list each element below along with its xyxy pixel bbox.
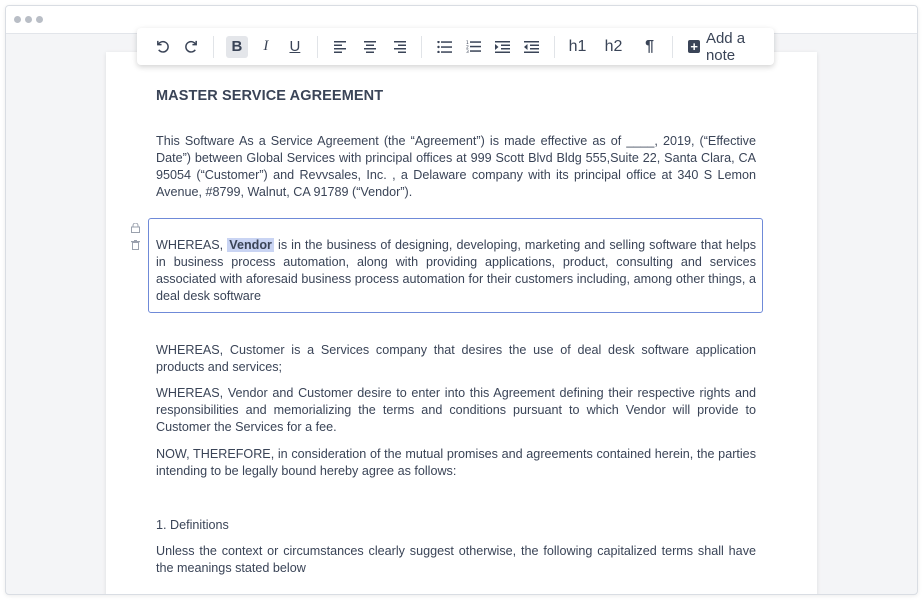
align-left-icon bbox=[334, 41, 348, 53]
align-left-button[interactable] bbox=[330, 36, 352, 58]
bulleted-list-icon bbox=[437, 41, 452, 53]
underline-button[interactable]: U bbox=[289, 38, 301, 55]
therefore-paragraph[interactable] bbox=[156, 446, 756, 480]
clause-text: NOW, THEREFORE, in consideration of the mutual promises and agreements contained herein, the parties intending to be legally bound hereby agree as follows: bbox=[156, 447, 756, 478]
toolbar-divider bbox=[554, 36, 555, 58]
document-title: MASTER SERVICE AGREEMENT bbox=[156, 88, 384, 104]
toolbar-divider bbox=[421, 36, 422, 58]
outdent-icon bbox=[524, 41, 539, 53]
whereas-customer-paragraph[interactable] bbox=[156, 342, 756, 376]
toolbar-divider bbox=[672, 36, 673, 58]
svg-text:2: 2 bbox=[466, 45, 470, 51]
clause-text: Unless the context or circumstances clearly suggest otherwise, the following capitalized terms shall have the meanings stated below bbox=[156, 544, 756, 575]
plus-icon: + bbox=[690, 39, 698, 54]
undo-icon bbox=[155, 39, 170, 54]
window-dot bbox=[36, 16, 43, 23]
definitions-paragraph[interactable] bbox=[156, 543, 756, 577]
lock-icon[interactable] bbox=[131, 223, 140, 236]
redo-button[interactable] bbox=[180, 36, 202, 58]
align-center-icon bbox=[363, 41, 377, 53]
whereas-agreement-paragraph[interactable] bbox=[156, 385, 756, 436]
align-right-button[interactable] bbox=[388, 36, 410, 58]
heading-1-button[interactable]: h1 bbox=[568, 37, 587, 55]
svg-text:3: 3 bbox=[466, 50, 470, 53]
highlighted-text[interactable]: Vendor bbox=[229, 238, 272, 252]
toolbar-divider bbox=[317, 36, 318, 58]
indent-button[interactable] bbox=[492, 36, 514, 58]
clause-prefix: WHEREAS, bbox=[156, 238, 228, 252]
clause-text: WHEREAS, Vendor and Customer desire to enter into this Agreement defining their respective rights and responsibilities and memorializing the terms and conditions pursuant to which Vendor will provide to Customer the Services for a fee. bbox=[156, 386, 756, 434]
trash-icon[interactable] bbox=[131, 240, 140, 253]
editor-toolbar bbox=[137, 28, 774, 65]
numbered-list-icon bbox=[466, 40, 481, 53]
intro-text: This Software As a Service Agreement (the “Agreement”) is made effective as of ____, 2019, (“Effective Date”) between Global Services with principal offices at 999 Scott Blvd Bldg 555,Suite 22, Santa Clara, CA 95054 (“Customer”) and Revvsales, Inc. , a Delaware company with its principal office at 340 S Lemon Avenue, #8799, Walnut, CA 91789 (“Vendor”). bbox=[156, 134, 756, 199]
section-title: 1. Definitions bbox=[156, 518, 229, 532]
section-heading[interactable] bbox=[156, 517, 756, 534]
add-note-button[interactable] bbox=[684, 30, 774, 64]
svg-text:1: 1 bbox=[466, 41, 470, 46]
add-note-label: Add a note bbox=[705, 29, 746, 64]
numbered-list-button[interactable] bbox=[463, 36, 485, 58]
redo-icon bbox=[184, 39, 199, 54]
bold-button[interactable]: B bbox=[226, 36, 248, 58]
align-right-icon bbox=[392, 41, 406, 53]
align-center-button[interactable] bbox=[359, 36, 381, 58]
italic-button[interactable]: I bbox=[263, 38, 269, 54]
window-dot bbox=[25, 16, 32, 23]
bulleted-list-button[interactable] bbox=[434, 36, 456, 58]
clause-text: WHEREAS, Customer is a Services company that desires the use of deal desk software application products and services; bbox=[156, 343, 756, 374]
toolbar-divider bbox=[213, 36, 214, 58]
intro-paragraph[interactable] bbox=[156, 133, 756, 201]
whereas-vendor-paragraph[interactable] bbox=[156, 237, 756, 305]
heading-2-button[interactable]: h2 bbox=[604, 37, 623, 55]
undo-button[interactable] bbox=[151, 36, 173, 58]
paragraph-button[interactable]: ¶ bbox=[645, 37, 655, 55]
indent-icon bbox=[495, 41, 510, 53]
clause-text: is in the business of designing, developing, marketing and selling software that helps in business process automation, along with providing applications, product, consulting and services associated with aforesaid business process automation for their customers including, among other things, a deal desk software bbox=[156, 238, 756, 303]
window-dot bbox=[14, 16, 21, 23]
outdent-button[interactable] bbox=[521, 36, 543, 58]
